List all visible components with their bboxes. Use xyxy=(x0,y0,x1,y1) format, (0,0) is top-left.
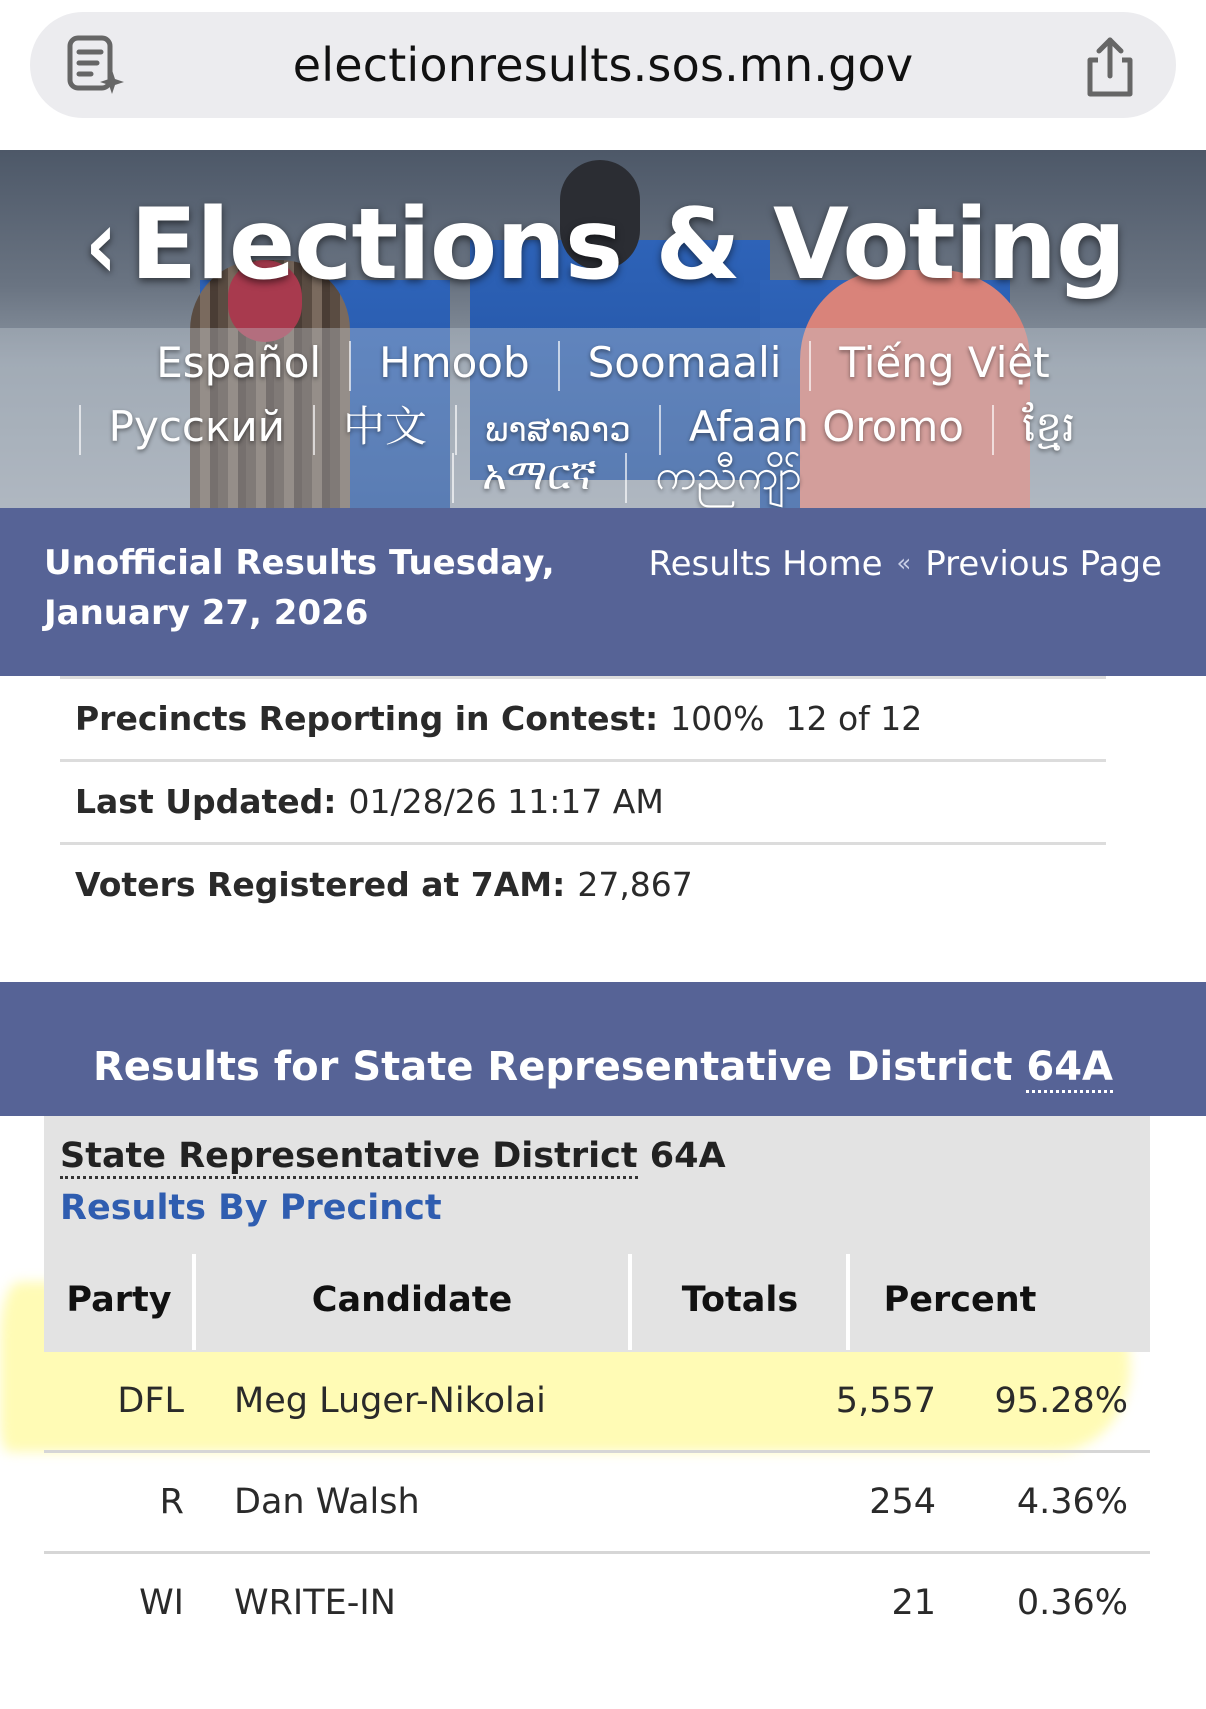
lang-link-russian[interactable]: Русский xyxy=(108,402,285,451)
unofficial-results-date: Unofficial Results Tuesday, January 27, 2026 xyxy=(44,543,555,633)
table-row: WI WRITE-IN 21 0.36% xyxy=(139,1583,1128,1623)
hero-banner xyxy=(0,150,1206,508)
url-text[interactable]: electionresults.sos.mn.gov xyxy=(292,38,914,92)
previous-page-link[interactable]: Previous Page xyxy=(925,544,1162,584)
double-chevron-left-icon: « xyxy=(896,549,912,577)
table-row: DFL Meg Luger-Nikolai 5,557 95.28% xyxy=(44,1352,1150,1453)
col-percent: Percent xyxy=(883,1280,1037,1320)
lang-link-afaan-oromo[interactable]: Afaan Oromo xyxy=(688,402,964,451)
voters-registered: Voters Registered at 7AM: 27,867 xyxy=(75,865,693,904)
table-row: R Dan Walsh 254 4.36% xyxy=(44,1453,1150,1554)
lang-link-lao[interactable]: ພາສາລາວ xyxy=(485,410,631,450)
results-title: Results for State Representative District 64A xyxy=(0,1044,1206,1090)
results-title-band xyxy=(0,982,1206,1116)
col-party: Party xyxy=(66,1280,172,1320)
results-home-link[interactable]: Results Home xyxy=(648,544,883,584)
lang-link-amharic[interactable]: አማርኛ xyxy=(482,450,598,499)
results-header-bar xyxy=(0,508,1206,676)
contest-panel xyxy=(44,1116,1150,1352)
last-updated: Last Updated: 01/28/26 11:17 AM xyxy=(60,762,1106,845)
browser-chrome xyxy=(0,0,1206,150)
contest-name: State Representative District 64A xyxy=(60,1136,726,1176)
table-header xyxy=(44,1248,1150,1352)
lang-link-chinese[interactable]: 中文 xyxy=(342,402,427,451)
lang-link-karen[interactable]: ကညီကျိာ် xyxy=(655,450,802,499)
col-totals: Totals xyxy=(681,1280,799,1320)
results-by-precinct-link[interactable]: Results By Precinct xyxy=(60,1188,442,1228)
share-icon[interactable] xyxy=(1080,36,1140,100)
results-nav xyxy=(649,544,1162,584)
precincts-reporting: Precincts Reporting in Contest: 100% 12 of 12 xyxy=(60,679,1106,762)
lang-link-tieng-viet[interactable]: Tiếng Việt xyxy=(839,338,1050,387)
lang-link-soomaali[interactable]: Soomaali xyxy=(587,338,782,387)
site-title[interactable]: ‹ Elections & Voting xyxy=(84,188,1126,302)
back-chevron-icon[interactable]: ‹ xyxy=(84,188,117,302)
contest-info xyxy=(60,676,1106,925)
lang-link-khmer[interactable]: ខ្មែរ xyxy=(1022,402,1076,451)
language-links-row-1 xyxy=(0,338,1206,391)
col-candidate: Candidate xyxy=(311,1280,513,1320)
reader-mode-icon[interactable] xyxy=(64,32,130,98)
address-bar[interactable] xyxy=(30,12,1176,118)
lang-link-hmoob[interactable]: Hmoob xyxy=(379,338,530,387)
district-abbr: 64A xyxy=(1026,1044,1113,1093)
language-links-row-3 xyxy=(10,448,1206,508)
lang-link-espanol[interactable]: Español xyxy=(156,338,322,387)
